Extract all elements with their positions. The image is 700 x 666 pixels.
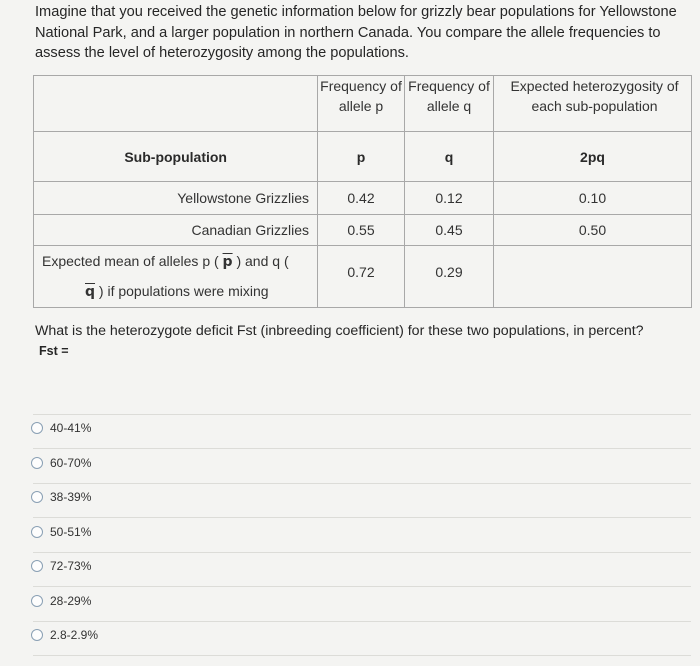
row-label-canadian: Canadian Grizzlies xyxy=(34,215,318,246)
option-separator xyxy=(33,621,691,622)
cell-canadian-p: 0.55 xyxy=(318,215,405,246)
option-separator xyxy=(33,586,691,587)
option-label: 72-73% xyxy=(50,559,92,573)
mix-label-part1: Expected mean of alleles p ( xyxy=(42,252,219,269)
question-text: What is the heterozygote deficit Fst (inbreeding coefficient) for these two populations, in percent? xyxy=(35,323,644,339)
cell-yellowstone-p: 0.42 xyxy=(318,182,405,215)
radio-button[interactable] xyxy=(31,457,43,469)
header-expected-het: Expected heterozygosity of each sub-population xyxy=(494,76,692,132)
header-freq-q: Frequency of allele q xyxy=(405,76,494,132)
row-label-yellowstone: Yellowstone Grizzlies xyxy=(34,182,318,215)
cell-canadian-het: 0.50 xyxy=(494,215,692,246)
option-label: 40-41% xyxy=(50,421,92,435)
question-text-block xyxy=(35,321,685,361)
fst-label: Fst = xyxy=(39,344,69,358)
option-label: 60-70% xyxy=(50,456,92,470)
header-q: q xyxy=(405,132,494,182)
mix-label-part2: ) and q ( xyxy=(236,252,289,269)
table-corner-cell xyxy=(34,76,318,132)
q-bar-symbol: $\overline{q}$ xyxy=(85,283,96,300)
answer-option-2[interactable] xyxy=(31,456,91,470)
question-intro: Imagine that you received the genetic information below for grizzly bear populations for Yellowstone National Park, and a larger population in northern Canada. You compare the allele frequencies to assess the level of heterozygosity among the populations. xyxy=(35,4,677,61)
option-separator xyxy=(33,552,691,553)
option-separator xyxy=(33,483,691,484)
option-separator xyxy=(33,414,691,415)
answer-option-5[interactable] xyxy=(31,559,91,573)
cell-yellowstone-het: 0.10 xyxy=(494,182,692,215)
radio-button[interactable] xyxy=(31,491,43,503)
answer-option-7[interactable] xyxy=(31,628,98,642)
answer-option-1[interactable] xyxy=(31,421,91,435)
mix-label-part3: ) if populations were mixing xyxy=(98,282,269,299)
cell-yellowstone-q: 0.12 xyxy=(405,182,494,215)
option-separator xyxy=(33,517,691,518)
option-label: 38-39% xyxy=(50,490,92,504)
radio-button[interactable] xyxy=(31,422,43,434)
option-label: 50-51% xyxy=(50,525,92,539)
radio-button[interactable] xyxy=(31,526,43,538)
cell-mixing-p: 0.72 xyxy=(318,246,405,308)
option-label: 28-29% xyxy=(50,594,92,608)
radio-button[interactable] xyxy=(31,629,43,641)
cell-mixing-q: 0.29 xyxy=(405,246,494,308)
option-separator xyxy=(33,448,691,449)
answer-option-3[interactable] xyxy=(31,490,91,504)
option-separator xyxy=(33,655,691,656)
row-label-mixing xyxy=(34,246,318,308)
radio-button[interactable] xyxy=(31,560,43,572)
header-p: p xyxy=(318,132,405,182)
cell-canadian-q: 0.45 xyxy=(405,215,494,246)
answer-option-4[interactable] xyxy=(31,525,91,539)
cell-mixing-het xyxy=(494,246,692,308)
allele-frequency-table xyxy=(33,75,692,308)
header-freq-p: Frequency of allele p xyxy=(318,76,405,132)
radio-button[interactable] xyxy=(31,595,43,607)
p-bar-symbol: $\overline{p}$ xyxy=(222,253,233,270)
answer-option-6[interactable] xyxy=(31,594,91,608)
header-sub-population: Sub-population xyxy=(34,132,318,182)
header-2pq: 2pq xyxy=(494,132,692,182)
option-label: 2.8-2.9% xyxy=(50,628,99,642)
